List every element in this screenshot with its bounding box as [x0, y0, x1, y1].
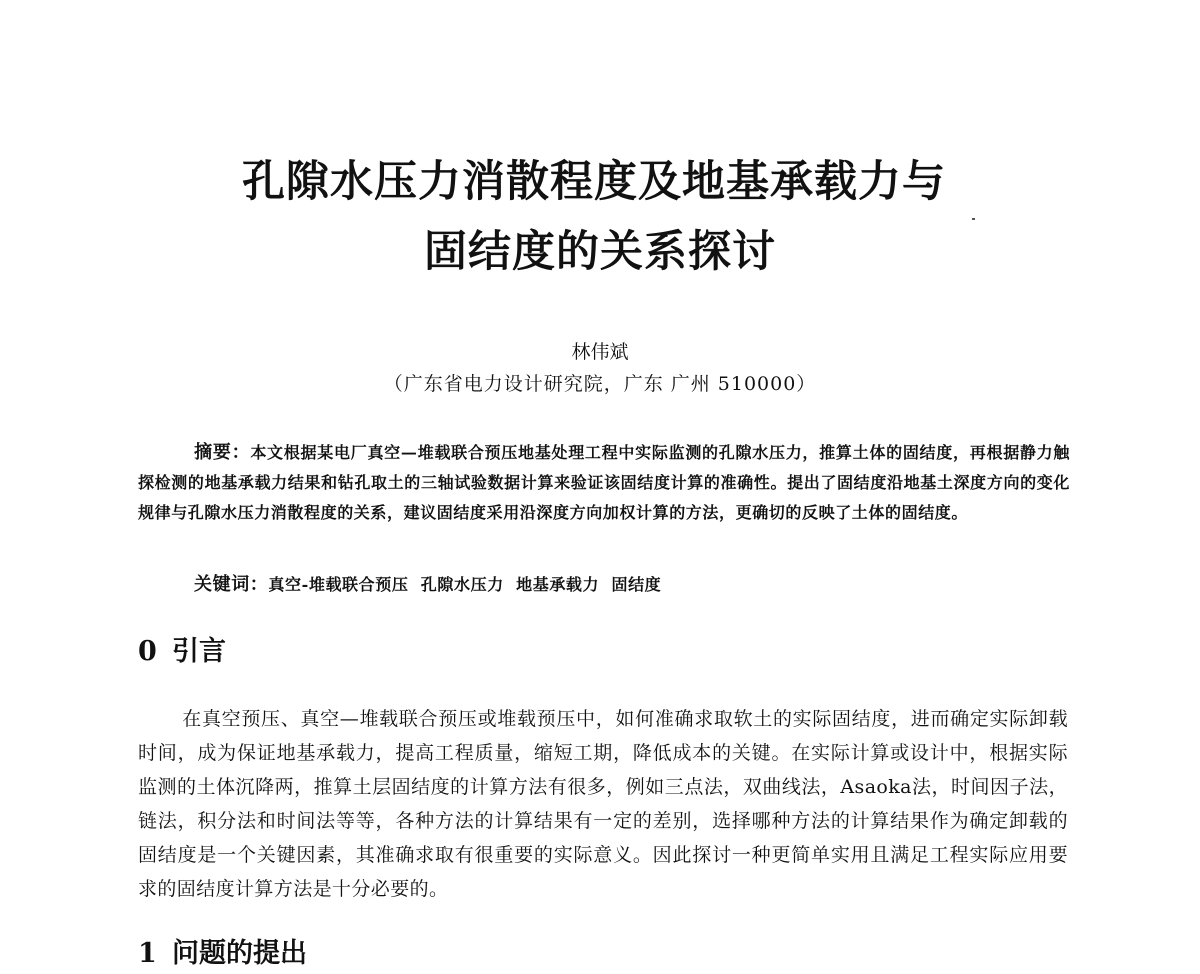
abstract-text: 本文根据某电厂真空—堆载联合预压地基处理工程中实际监测的孔隙水压力，推算土体的固结度，再根据静力触探检测的地基承载力结果和钻孔取土的三轴试验数据计算来验证该固结度计算的准确性。提出了固结度沿地基土深度方向的变化规律与孔隙水压力消散程度的关系，建议固结度采用沿深度方向加权计算的方法，更确切的反映了土体的固结度。 — [138, 443, 1070, 522]
abstract-label: 摘要： — [194, 442, 251, 463]
section-title: 引言 — [172, 636, 226, 667]
section-heading-0 — [138, 632, 226, 672]
paper-title-line-1: 孔隙水压力消散程度及地基承载力与 — [242, 157, 946, 207]
abstract — [138, 438, 1070, 528]
keywords-label: 关键词： — [194, 574, 269, 595]
section-heading-1 — [138, 934, 307, 974]
section-number: 0 — [138, 636, 157, 667]
section-number: 1 — [138, 938, 157, 969]
author-name: 林伟斌 — [571, 341, 629, 363]
author-affiliation: （广东省电力设计研究院，广东 广州 510000） — [383, 373, 817, 395]
keywords-text: 真空-堆载联合预压 孔隙水压力 地基承载力 固结度 — [268, 575, 662, 594]
scan-speck — [972, 218, 975, 220]
keywords — [194, 570, 661, 600]
introduction-paragraph — [138, 702, 1068, 906]
paper-title-line-2: 固结度的关系探讨 — [424, 227, 776, 277]
introduction-text: 在真空预压、真空—堆载联合预压或堆载预压中，如何准确求取软土的实际固结度，进而确定实际卸载时间，成为保证地基承载力，提高工程质量，缩短工期，降低成本的关键。在实际计算或设计中，根据实际监测的土体沉降两，推算土层固结度的计算方法有很多，例如三点法，双曲线法，Asaoka法，时间因子法，链法，积分法和时间法等等，各种方法的计算结果有一定的差别，选择哪种方法的计算结果作为确定卸载的固结度是一个关键因素，其准确求取有很重要的实际意义。因此探讨一种更简单实用且满足工程实际应用要求的固结度计算方法是十分必要的。 — [138, 708, 1068, 900]
section-title: 问题的提出 — [172, 938, 307, 969]
